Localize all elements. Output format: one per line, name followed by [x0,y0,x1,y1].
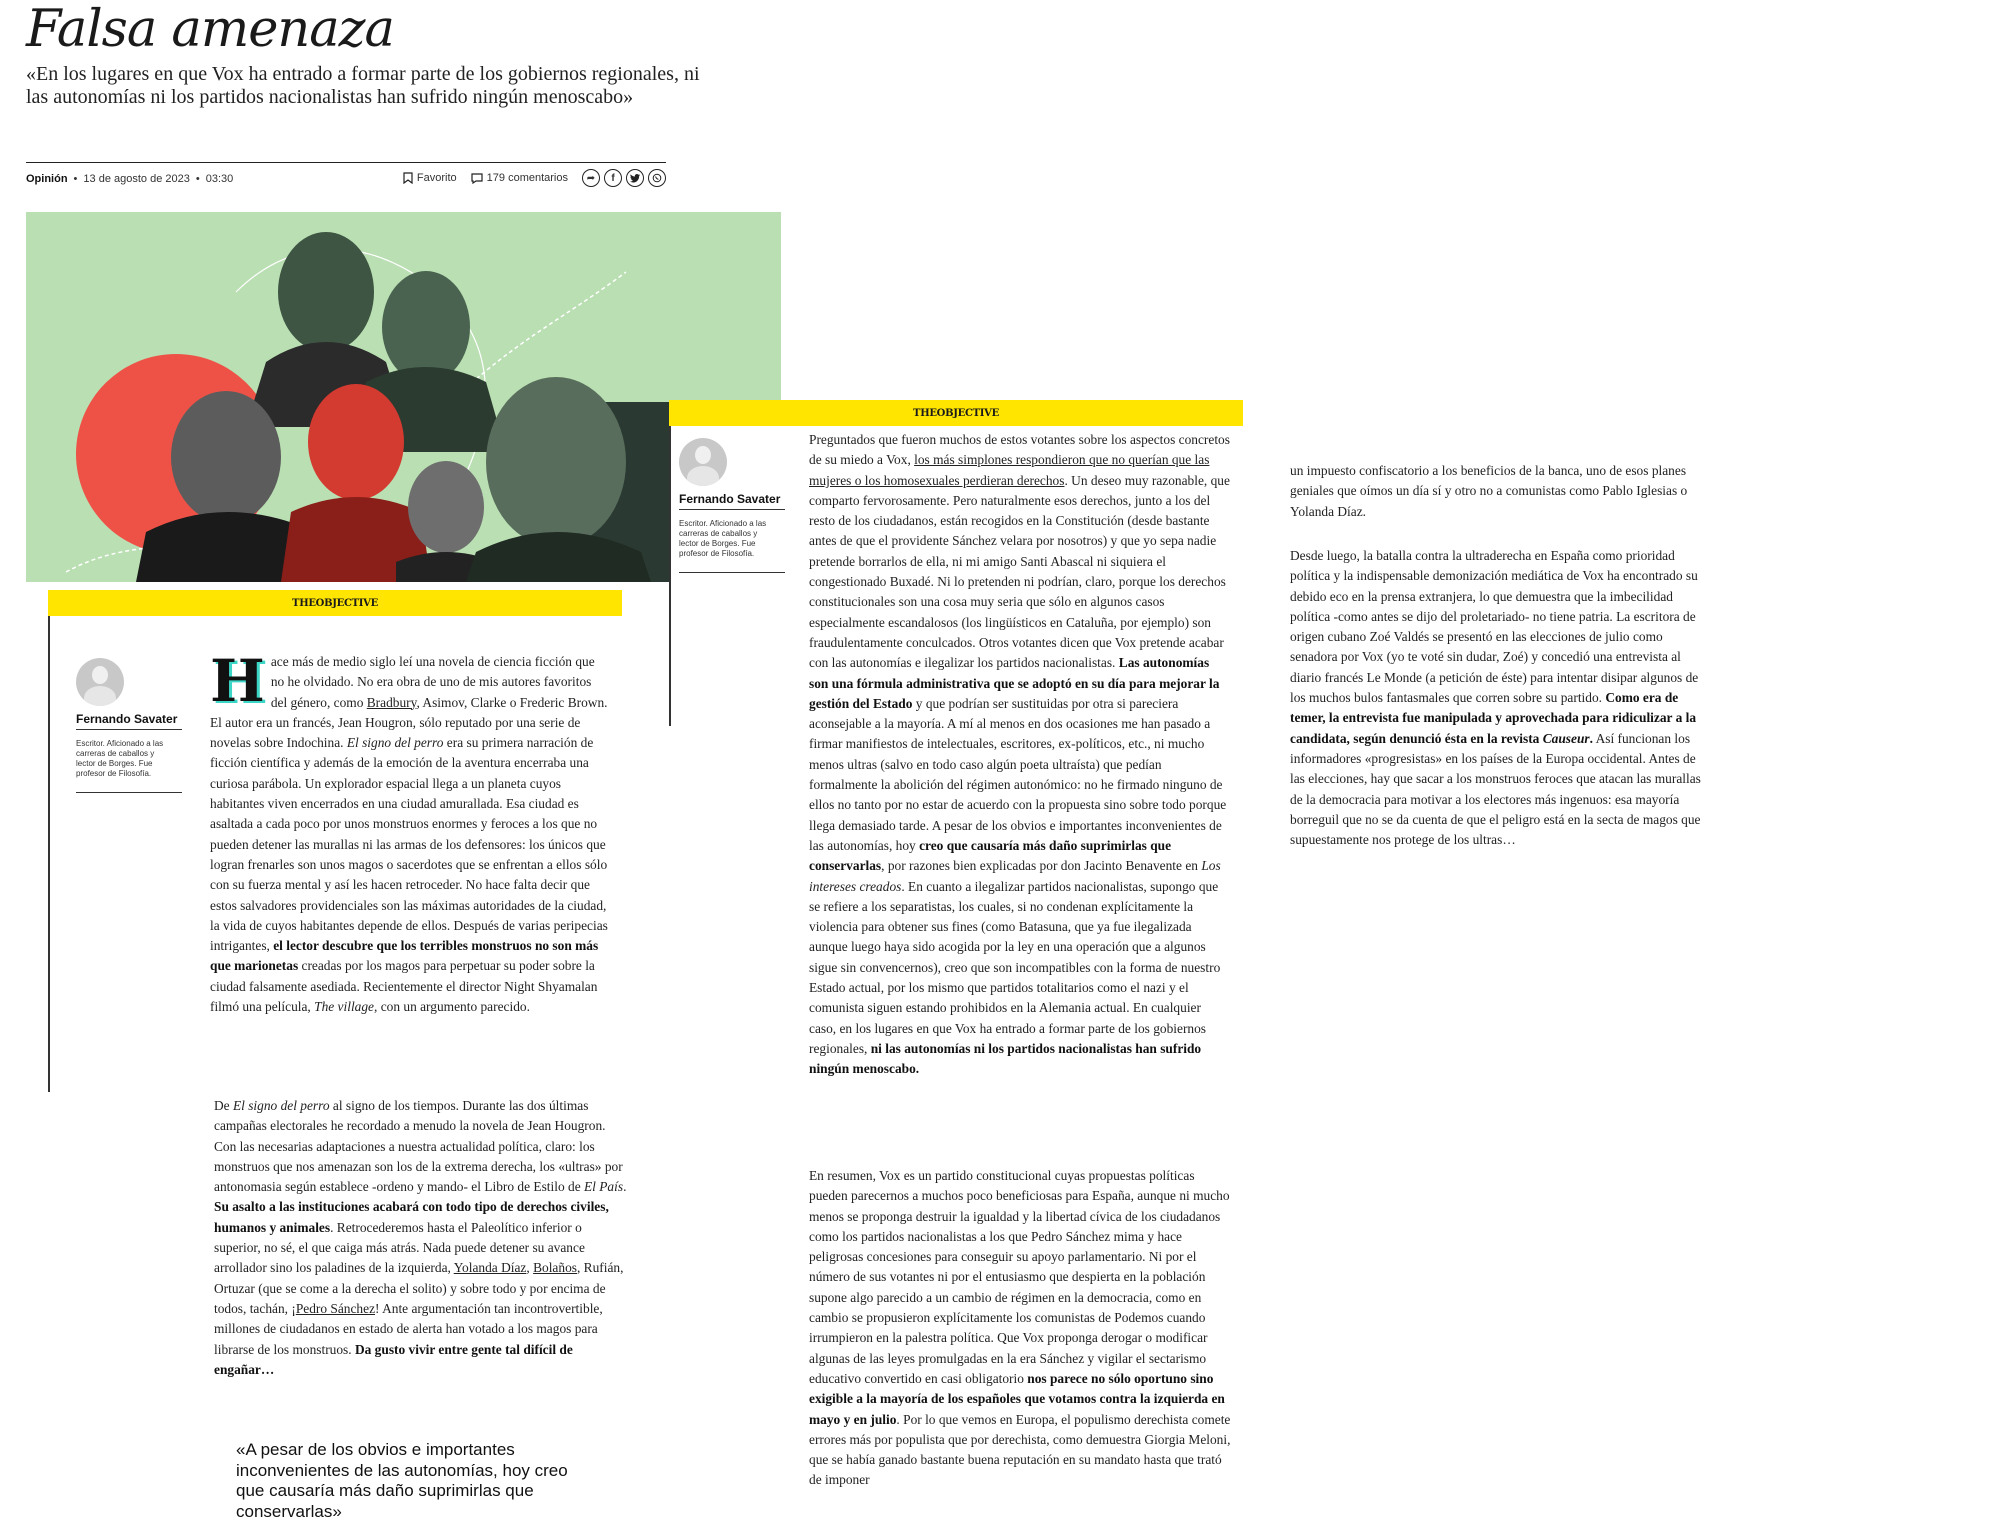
bold-text: creo que causaría más daño suprimirlas que conservarlas [809,837,1172,874]
facebook-share-button[interactable] [604,169,622,187]
text-run: , por razones bien explicadas por don Jacinto Benavente en [881,858,1202,874]
author-bio: Escritor. Aficionado a las carreras de caballos y lector de Borges. Fue profesor de Filosofía. [679,519,767,558]
publish-date: 13 de agosto de 2023 [83,173,190,185]
section-link[interactable]: Opinión [26,173,68,185]
author-avatar[interactable] [679,438,727,486]
bold-text: . [1589,730,1593,746]
inline-link[interactable]: Yolanda Díaz [453,1260,527,1276]
favorite-button[interactable] [403,172,457,184]
text-run: un impuesto confiscatorio a los beneficios de la banca, uno de esos planes geniales que oímos un día sí y otro no a comunistas como Pablo Iglesias o Yolanda Díaz. [1290,463,1688,519]
text-run: . Retrocederemos hasta el Paleolítico inferior o superior, no sé, el que caiga más atrás. Nada puede detener su avance arrollador sino los paladines de la izquierda, [214,1219,585,1276]
text-run: . [623,1179,627,1195]
bold-text: Su asalto a las instituciones acabará con todo tipo de derechos civiles, humanos y animales [214,1199,609,1235]
text-run: En resumen, Vox es un partido constitucional cuyas propuestas políticas pueden parecernos a muchos poco beneficiosas para España, aunque ni mucho menos se proponga destruir la igualdad y la libertad cívica de los ciudadanos como los partidos nacionalistas a los que Pedro Sánchez mima y hace peligrosas concesiones para conseguir su apoyo parlamentario. Ni por el número de sus votantes ni por el entusiasmo que despierta en la población supone algo parecido a un cambio de régimen en la democracia, como en cambio se propusieron explícitamente los comunistas de Podemos cuando irrumpieron en la palestra política. Que Vox proponga derogar o modificar algunas de las leyes promulgadas en la era Sánchez y vigilar el sectarismo educativo convertido en casi obligatorio [809,1168,1230,1386]
bold-text: nos parece no sólo oportuno sino exigible a la mayoría de los españoles que votamos contra la izquierda en mayo y en julio [809,1370,1225,1427]
article-panel-1 [48,590,627,1504]
subheadline: «En los lugares en que Vox ha entrado a formar parte de los gobiernos regionales, ni las autonomías ni los partidos nacionalistas han sufrido ningún menoscabo» [26,63,700,108]
share-button[interactable] [582,169,600,187]
whatsapp-icon [652,173,662,183]
panel-rule [48,616,50,1092]
share-icon: ➦ [586,172,596,184]
text-run: , con un argumento parecido. [374,999,530,1015]
italic-text: El signo del perro [232,1098,330,1113]
italic-text: El País [584,1179,624,1195]
meta-divider [26,162,666,163]
text-run: Así funcionan los informadores «progresistas» en los países de la Europa occidental. Antes de las elecciones, hay que sacar a los monstruos feroces que atacan las murallas de la democracia para motivar a los electores más ingenuos: esa mayoría borreguil que no se da cuenta de que el peligro está en la secta de magos que supuestamente nos protege de los ultras… [1290,730,1701,848]
article-paragraph-1 [210,647,610,1017]
drop-cap: H [210,647,265,715]
article-paragraph-4 [809,1166,1231,1491]
panel-rule [669,426,671,726]
text-run: y que podrían ser sustituidas por otra si pareciera aconsejable a la mayoría. A mí al menos en dos ocasiones me han pasado a firmar manifiestos de intelectuales, escritores, ex-políticos, etc., ni mucho menos ultras (salvo en todo caso algún poeta ultraísta) que pedían formalmente la abolición del régimen autonómico: no he firmado ninguno de ellos no tanto por no estar de acuerdo con la propuesta sino sobre todo porque llega demasiado tarde. A pesar de los obvios e importantes inconvenientes de las autonomías, hoy [809,695,1227,853]
comments-button[interactable] [471,172,568,184]
text-run: . Por lo que vemos en Europa, el populismo derechista comete errores más por populista que por derechista, como demuestra Giorgia Meloni, que se había ganado bastante buena reputación en su mandato hasta que trató de imponer [809,1411,1231,1488]
twitter-icon [630,174,640,183]
bold-text: Da gusto vivir entre gente tal difícil de engañar… [214,1341,573,1377]
whatsapp-share-button[interactable] [648,169,666,187]
favorite-label: Favorito [416,172,457,184]
text-run: . Un deseo muy razonable, que comparto fervorosamente. Pero naturalmente esos derechos, junto a los del resto de los ciudadanos, están recogidos en la Constitución (desde bastante antes de que el providente Sánchez velara por nosotros) y que yo sepa nadie pretende borrarlos de ella, ni mi amigo Santi Abascal ni siquiera el congestionado Buxadé. Ni lo pretenden ni podrían, claro, porque los derechos constitucionales son una cosa muy seria que sólo en algunos casos especialmente escandalosos (los lingüísticos en Cataluña, por ejemplo) son fraudulentamente conculcados. Otros votantes dicen que Vox pretende acabar con las autonomías e ilegalizar los partidos nacionalistas. [809,472,1230,671]
article-panel-2 [669,400,1243,1504]
comment-icon [471,173,483,184]
italic-text: The village [314,999,374,1015]
meta-dot: • [195,173,200,185]
publish-time: 03:30 [205,173,234,185]
text-run: . En cuanto a ilegalizar partidos nacionalistas, supongo que se refiere a los separatistas, los cuales, si no condenan explícitamente la violencia para obtener sus fines (como Batasuna, que ya fue ilegalizada aunque luego haya sido acogida por la ley en una operación que a algunos sigue sin convencernos), creo que son incompatibles con la forma de nuestro Estado actual, por los mismo que partidos totalitarios como el nazi y el comunista siguen estando prohibidos en la Alemania actual. En cualquier caso, en los lugares en que Vox ha entrado a formar parte de los gobiernos regionales, [809,878,1221,1056]
author-divider [679,572,785,573]
bold-text: Las autonomías son una fórmula administrativa que se adoptó en su día para mejorar la gestión del Estado [809,655,1220,711]
author-divider [76,792,182,793]
brand-name: OBJECTIVE [936,408,999,419]
brand-prefix: THE [292,598,316,609]
text-run: , [526,1260,534,1276]
text-run: al signo de los tiempos. Durante las dos últimas campañas electorales he recordado a menudo la novela de Jean Hougron. Con las necesarias adaptaciones a nuestra actualidad política, claro: los monstruos que nos amenazan son los de la extrema derecha, los «ultras» por antonomasia según establece -ordeno y mando- el Libro de Estilo de [214,1098,623,1195]
text-run: Preguntados que fueron muchos de estos votantes sobre los aspectos concretos de su miedo a Vox, [809,432,1230,468]
brand-prefix: THE [913,408,937,419]
meta-actions [403,169,666,187]
brand-name: OBJECTIVE [315,598,378,609]
bold-italic-text: Causeur [1542,730,1590,746]
headline: Falsa amenaza [26,0,394,59]
brand-bar [669,400,1243,426]
inline-link[interactable]: Bradbury [366,694,417,710]
bold-text: el lector descubre que los terribles monstruos no son más que marionetas [210,938,599,974]
bold-text: Como era de temer, la entrevista fue manipulada y aprovechada para ridiculizar a la candidata, según denunció ésta en la revista [1290,690,1697,746]
text-run: creadas por los magos para perpetuar su poder sobre la ciudad falsamente asediada. Recientemente el director Night Shyamalan filmó una película, [210,958,598,1015]
author-divider [679,509,785,510]
author-name[interactable]: Fernando Savater [76,712,178,726]
meta-dot: • [73,173,78,185]
author-avatar[interactable] [76,658,124,706]
hero-illustration [26,212,781,582]
text-run: ! Ante argumentación tan incontrovertible, millones de ciudadanos en estado de alerta han votado a los magos para librarse de los monstruos. [214,1300,603,1357]
bookmark-icon [403,172,413,184]
article-paragraph-6 [1290,546,1712,850]
author-bio: Escritor. Aficionado a las carreras de caballos y lector de Borges. Fue profesor de Filosofía. [76,739,164,778]
italic-text: El signo del perro [346,735,444,751]
twitter-share-button[interactable] [626,169,644,187]
collage-illustration [26,212,781,582]
comments-label: 179 comentarios [486,172,568,184]
text-run: , Rufián, Ortuzar (que se come a la derecha el solito) y sobre todo y por encima de todos, tachán, ¡ [214,1260,624,1316]
inline-link[interactable]: Pedro Sánchez [295,1300,376,1316]
article-paragraph-3 [809,430,1231,1080]
inline-link[interactable]: Bolaños [533,1260,577,1276]
article-paragraph-2 [214,1096,630,1380]
text-run: De [214,1098,233,1113]
text-run: Desde luego, la batalla contra la ultraderecha en España como prioridad política y la indispensable demonización mediática de Vox ha encontrado su debido eco en la prensa extranjera, lo que demuestra que la imbecilidad política -como antes se dijo del proletariado- no tiene patria. La escritora de origen cubano Zoé Valdés se presentó en las elecciones de julio como senadora por Vox (yo te voté sin dudar, Zoé) y concedió una entrevista al diario francés Le Monde (a petición de éste) para intentar disipar algunos de los muchos bulos fantasmales que corren sobre su partido. [1290,548,1699,706]
author-divider [76,729,182,730]
italic-text: Los intereses creados [809,858,1221,894]
pull-quote: «A pesar de los obvios e importantes inconvenientes de las autonomías, hoy creo que causaría más daño suprimirlas que conservarlas» [236,1440,568,1521]
bold-text: ni las autonomías ni los partidos nacionalistas han sufrido ningún menoscabo. [809,1040,1202,1077]
facebook-icon: f [611,172,615,184]
brand-bar [48,590,622,616]
inline-link[interactable]: los más simplones respondieron que no querían que las mujeres o los homosexuales perdieran derechos [809,452,1210,488]
article-meta [26,173,666,191]
text-run: era su primera narración de ficción científica y además de la emoción de la aventura encerraba una curiosa parábola. Un explorador espacial llega a un planeta cuyos habitantes viven encerrados en una ciudad amurallada. Esa ciudad es asaltada a cada poco por unos monstruos enormes y feroces a los que no pueden detener las murallas ni las armas de los defensores: los únicos que logran frenarles son unos magos o sacerdotes que se enfrentan a ellos sólo con su fuerza mental y así les hacen retroceder. No hace falta decir que estos salvadores providenciales son las máximas autoridades de la ciudad, la vida de cuyos habitantes depende de ellos. Después de varias peripecias intrigantes, [210,735,608,954]
text-run: , Asimov, Clarke o Frederic Brown. El autor era un francés, Jean Hougron, sólo reputado por una serie de novelas sobre Indochina. [210,694,608,751]
author-name[interactable]: Fernando Savater [679,492,781,506]
text-run: ace más de medio siglo leí una novela de ciencia ficción que no he olvidado. No era obra de uno de mis autores favoritos del género, como [270,654,595,710]
article-paragraph-5 [1290,461,1712,522]
